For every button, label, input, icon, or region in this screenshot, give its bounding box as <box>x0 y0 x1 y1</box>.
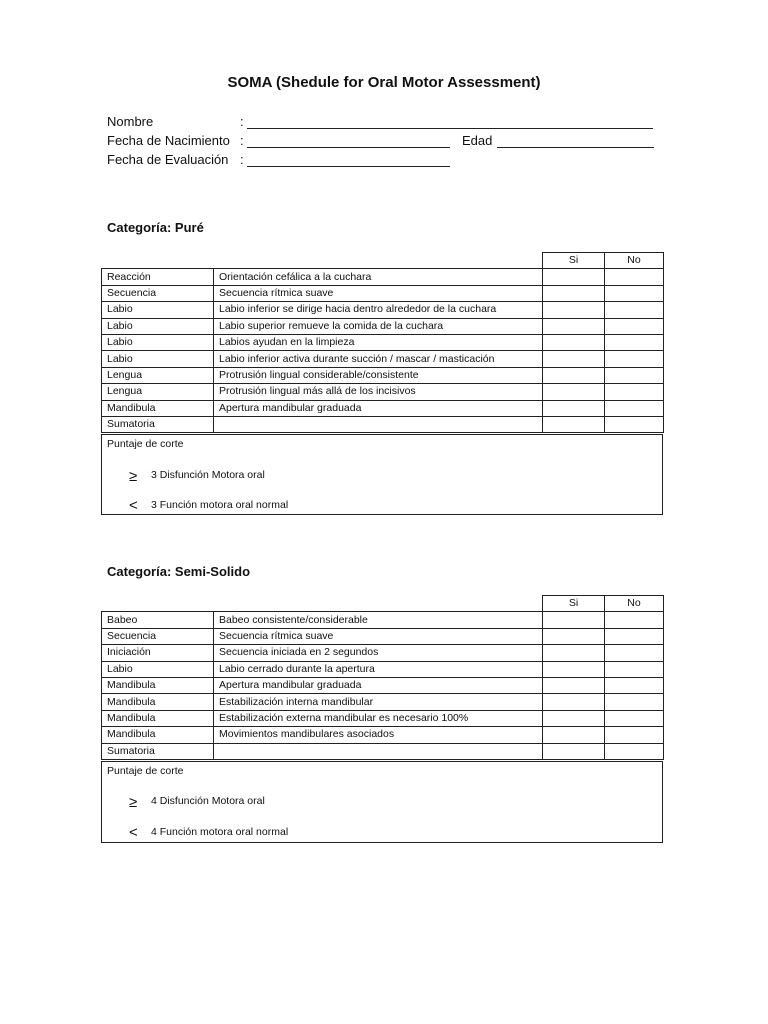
table-row <box>102 351 664 367</box>
cutoff-normal-text: 4 Función motora oral normal <box>151 826 289 838</box>
si-checkbox-cell[interactable] <box>543 334 605 350</box>
table-row <box>102 318 664 334</box>
sum-row <box>102 416 664 432</box>
table-row <box>102 677 664 693</box>
item-cell: Estabilización interna mandibular <box>214 694 543 710</box>
sum-label: Sumatoria <box>102 416 214 432</box>
fecha-nacimiento-colon: : <box>240 133 244 148</box>
category-heading: Categoría: Semi-Solido <box>107 564 251 579</box>
si-checkbox-cell[interactable] <box>543 318 605 334</box>
no-checkbox-cell[interactable] <box>605 269 664 285</box>
greater-equal-icon: ≥ <box>129 794 138 811</box>
item-cell: Labio inferior activa durante succión / mascar / masticación <box>214 351 543 367</box>
table-row <box>102 334 664 350</box>
cutoff-box <box>101 434 663 515</box>
si-checkbox-cell[interactable] <box>543 351 605 367</box>
no-checkbox-cell[interactable] <box>605 400 664 416</box>
table-row <box>102 384 664 400</box>
column-header-no: No <box>605 253 664 269</box>
nombre-field[interactable] <box>247 128 653 129</box>
area-cell: Lengua <box>102 367 214 383</box>
item-cell: Orientación cefálica a la cuchara <box>214 269 543 285</box>
area-cell: Mandibula <box>102 727 214 743</box>
edad-label: Edad <box>462 133 493 148</box>
area-cell: Mandibula <box>102 694 214 710</box>
si-checkbox-cell[interactable] <box>543 628 605 644</box>
sum-empty-cell <box>214 416 543 432</box>
item-cell: Secuencia rítmica suave <box>214 628 543 644</box>
sum-row <box>102 743 664 759</box>
no-checkbox-cell[interactable] <box>605 727 664 743</box>
area-cell: Secuencia <box>102 628 214 644</box>
no-checkbox-cell[interactable] <box>605 612 664 628</box>
si-checkbox-cell[interactable] <box>543 612 605 628</box>
item-cell: Apertura mandibular graduada <box>214 400 543 416</box>
item-cell: Protrusión lingual más allá de los incisivos <box>214 384 543 400</box>
table-row <box>102 727 664 743</box>
fecha-nacimiento-label: Fecha de Nacimiento <box>107 133 230 148</box>
no-checkbox-cell[interactable] <box>605 351 664 367</box>
table-row <box>102 269 664 285</box>
no-checkbox-cell[interactable] <box>605 318 664 334</box>
item-cell: Movimientos mandibulares asociados <box>214 727 543 743</box>
no-checkbox-cell[interactable] <box>605 367 664 383</box>
area-cell: Labio <box>102 302 214 318</box>
table-header-row <box>102 253 664 269</box>
si-checkbox-cell[interactable] <box>543 694 605 710</box>
si-checkbox-cell[interactable] <box>543 400 605 416</box>
si-checkbox-cell[interactable] <box>543 302 605 318</box>
item-cell: Protrusión lingual considerable/consistente <box>214 367 543 383</box>
si-checkbox-cell[interactable] <box>543 384 605 400</box>
item-cell: Apertura mandibular graduada <box>214 677 543 693</box>
no-checkbox-cell[interactable] <box>605 677 664 693</box>
table-row <box>102 645 664 661</box>
no-checkbox-cell[interactable] <box>605 334 664 350</box>
no-checkbox-cell[interactable] <box>605 645 664 661</box>
less-than-icon: < <box>129 497 138 514</box>
no-checkbox-cell[interactable] <box>605 661 664 677</box>
sum-si-cell[interactable] <box>543 743 605 759</box>
less-than-icon: < <box>129 824 138 841</box>
si-checkbox-cell[interactable] <box>543 367 605 383</box>
document-title: SOMA (Shedule for Oral Motor Assessment) <box>227 74 541 91</box>
si-checkbox-cell[interactable] <box>543 677 605 693</box>
no-checkbox-cell[interactable] <box>605 710 664 726</box>
item-cell: Labios ayudan en la limpieza <box>214 334 543 350</box>
area-cell: Iniciación <box>102 645 214 661</box>
area-cell: Labio <box>102 318 214 334</box>
area-cell: Lengua <box>102 384 214 400</box>
area-cell: Mandibula <box>102 710 214 726</box>
area-cell: Mandibula <box>102 400 214 416</box>
table-row <box>102 694 664 710</box>
no-checkbox-cell[interactable] <box>605 302 664 318</box>
area-cell: Labio <box>102 334 214 350</box>
si-checkbox-cell[interactable] <box>543 661 605 677</box>
sum-si-cell[interactable] <box>543 416 605 432</box>
no-checkbox-cell[interactable] <box>605 285 664 301</box>
fecha-nacimiento-field[interactable] <box>247 147 450 148</box>
table-row <box>102 612 664 628</box>
cutoff-dysfunction-text: 3 Disfunción Motora oral <box>151 469 265 481</box>
header-spacer <box>102 596 214 612</box>
cutoff-dysfunction-text: 4 Disfunción Motora oral <box>151 795 265 807</box>
sum-empty-cell <box>214 743 543 759</box>
assessment-table <box>101 595 664 760</box>
area-cell: Secuencia <box>102 285 214 301</box>
sum-no-cell[interactable] <box>605 416 664 432</box>
item-cell: Babeo consistente/considerable <box>214 612 543 628</box>
area-cell: Mandibula <box>102 677 214 693</box>
cutoff-title: Puntaje de corte <box>107 438 184 450</box>
category-heading: Categoría: Puré <box>107 220 204 235</box>
item-cell: Labio superior remueve la comida de la cuchara <box>214 318 543 334</box>
si-checkbox-cell[interactable] <box>543 710 605 726</box>
item-cell: Secuencia iniciada en 2 segundos <box>214 645 543 661</box>
cutoff-normal-text: 3 Función motora oral normal <box>151 499 289 511</box>
table-row <box>102 302 664 318</box>
table-row <box>102 628 664 644</box>
item-cell: Estabilización externa mandibular es necesario 100% <box>214 710 543 726</box>
fecha-evaluacion-field[interactable] <box>247 166 450 167</box>
si-checkbox-cell[interactable] <box>543 645 605 661</box>
table-row <box>102 400 664 416</box>
column-header-no: No <box>605 596 664 612</box>
greater-equal-icon: ≥ <box>129 468 138 485</box>
table-row <box>102 367 664 383</box>
area-cell: Babeo <box>102 612 214 628</box>
item-cell: Labio cerrado durante la apertura <box>214 661 543 677</box>
edad-field[interactable] <box>497 147 654 148</box>
assessment-table <box>101 252 664 433</box>
fecha-evaluacion-colon: : <box>240 152 244 167</box>
item-cell: Secuencia rítmica suave <box>214 285 543 301</box>
sum-no-cell[interactable] <box>605 743 664 759</box>
cutoff-box <box>101 761 663 843</box>
table-header-row <box>102 596 664 612</box>
fecha-evaluacion-label: Fecha de Evaluación <box>107 152 229 167</box>
no-checkbox-cell[interactable] <box>605 384 664 400</box>
header-spacer <box>214 596 543 612</box>
nombre-colon: : <box>240 114 244 129</box>
header-spacer <box>214 253 543 269</box>
table-row <box>102 285 664 301</box>
column-header-si: Si <box>543 596 605 612</box>
no-checkbox-cell[interactable] <box>605 694 664 710</box>
table-row <box>102 710 664 726</box>
area-cell: Reacción <box>102 269 214 285</box>
column-header-si: Si <box>543 253 605 269</box>
si-checkbox-cell[interactable] <box>543 285 605 301</box>
table-row <box>102 661 664 677</box>
sum-label: Sumatoria <box>102 743 214 759</box>
no-checkbox-cell[interactable] <box>605 628 664 644</box>
item-cell: Labio inferior se dirige hacia dentro alrededor de la cuchara <box>214 302 543 318</box>
si-checkbox-cell[interactable] <box>543 269 605 285</box>
nombre-label: Nombre <box>107 114 154 129</box>
area-cell: Labio <box>102 661 214 677</box>
area-cell: Labio <box>102 351 214 367</box>
header-spacer <box>102 253 214 269</box>
cutoff-title: Puntaje de corte <box>107 765 184 777</box>
si-checkbox-cell[interactable] <box>543 727 605 743</box>
